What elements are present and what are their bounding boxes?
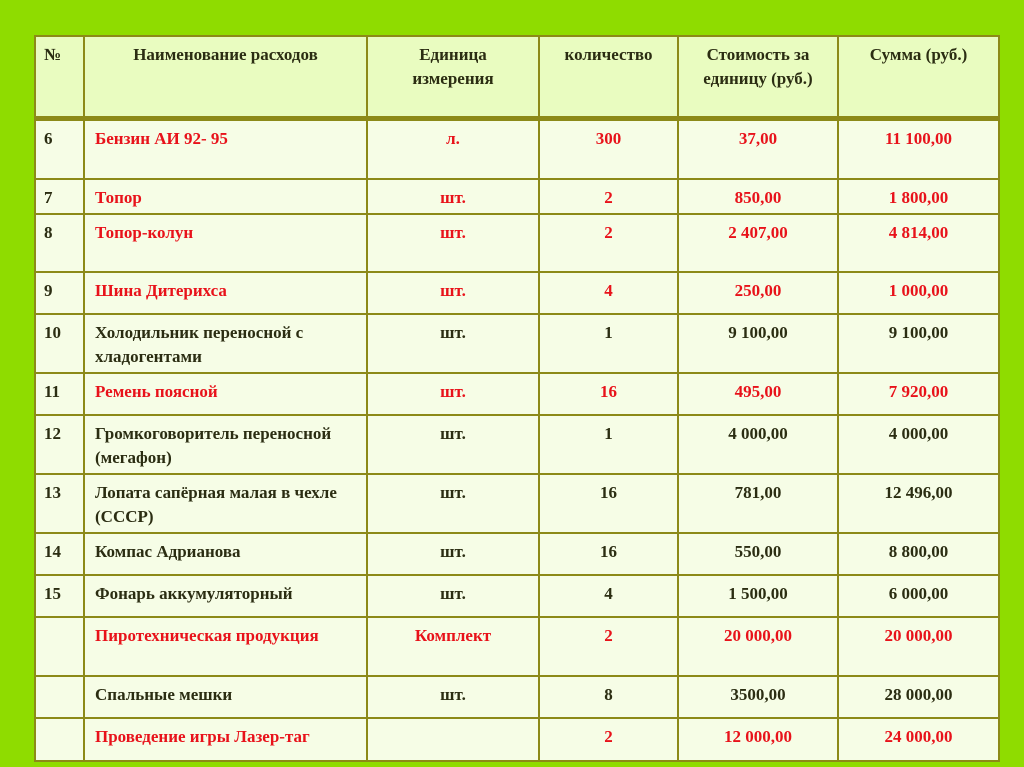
- row-number-cell: 10: [35, 314, 84, 373]
- expense-name-cell: Лопата сапёрная малая в чехле (СССР): [84, 474, 367, 533]
- header-name: Наименование расходов: [84, 36, 367, 118]
- sum-cell: 4 000,00: [838, 415, 999, 474]
- unit-price-cell: 250,00: [678, 272, 838, 314]
- quantity-cell: 1: [539, 415, 678, 474]
- table-row: [35, 575, 999, 617]
- expense-name-cell: Компас Адрианова: [84, 533, 367, 575]
- expense-name-cell: Ремень поясной: [84, 373, 367, 415]
- unit-cell: шт.: [367, 373, 539, 415]
- table-row: [35, 179, 999, 214]
- table-row: [35, 617, 999, 676]
- table-row: [35, 718, 999, 761]
- quantity-cell: 16: [539, 474, 678, 533]
- table-row: [35, 118, 999, 179]
- unit-cell: шт.: [367, 214, 539, 272]
- unit-price-cell: 12 000,00: [678, 718, 838, 761]
- unit-cell: шт.: [367, 179, 539, 214]
- unit-cell: л.: [367, 118, 539, 179]
- header-number: №: [35, 36, 84, 118]
- quantity-cell: 2: [539, 718, 678, 761]
- expense-name-cell: Шина Дитерихса: [84, 272, 367, 314]
- unit-price-cell: 1 500,00: [678, 575, 838, 617]
- unit-cell: шт.: [367, 676, 539, 718]
- row-number-cell: [35, 676, 84, 718]
- expense-name-cell: Топор-колун: [84, 214, 367, 272]
- expense-name-cell: Бензин АИ 92- 95: [84, 118, 367, 179]
- table-row: [35, 272, 999, 314]
- unit-price-cell: 495,00: [678, 373, 838, 415]
- sum-cell: 1 800,00: [838, 179, 999, 214]
- sum-cell: 11 100,00: [838, 118, 999, 179]
- sum-cell: 8 800,00: [838, 533, 999, 575]
- sum-cell: 28 000,00: [838, 676, 999, 718]
- unit-price-cell: 550,00: [678, 533, 838, 575]
- table-row: [35, 214, 999, 272]
- header-unit: Единица измерения: [367, 36, 539, 118]
- expense-name-cell: Громкоговоритель переносной (мегафон): [84, 415, 367, 474]
- quantity-cell: 16: [539, 533, 678, 575]
- expense-name-cell: Холодильник переносной с хладогентами: [84, 314, 367, 373]
- row-number-cell: 15: [35, 575, 84, 617]
- table-header-row: [35, 36, 999, 118]
- table-row: [35, 676, 999, 718]
- header-sum: Сумма (руб.): [838, 36, 999, 118]
- unit-price-cell: 37,00: [678, 118, 838, 179]
- unit-price-cell: 4 000,00: [678, 415, 838, 474]
- sum-cell: 24 000,00: [838, 718, 999, 761]
- header-quantity: количество: [539, 36, 678, 118]
- unit-price-cell: 20 000,00: [678, 617, 838, 676]
- unit-cell: Комплект: [367, 617, 539, 676]
- header-unit-price: Стоимость за единицу (руб.): [678, 36, 838, 118]
- expense-name-cell: Проведение игры Лазер-таг: [84, 718, 367, 761]
- row-number-cell: [35, 718, 84, 761]
- expense-name-cell: Пиротехническая продукция: [84, 617, 367, 676]
- sum-cell: 12 496,00: [838, 474, 999, 533]
- quantity-cell: 1: [539, 314, 678, 373]
- expenses-table: [34, 35, 1000, 762]
- unit-cell: шт.: [367, 314, 539, 373]
- quantity-cell: 8: [539, 676, 678, 718]
- unit-price-cell: 850,00: [678, 179, 838, 214]
- table-row: [35, 314, 999, 373]
- unit-cell: шт.: [367, 272, 539, 314]
- sum-cell: 4 814,00: [838, 214, 999, 272]
- sum-cell: 7 920,00: [838, 373, 999, 415]
- unit-cell: шт.: [367, 575, 539, 617]
- sum-cell: 6 000,00: [838, 575, 999, 617]
- unit-price-cell: 3500,00: [678, 676, 838, 718]
- quantity-cell: 16: [539, 373, 678, 415]
- row-number-cell: 14: [35, 533, 84, 575]
- table-row: [35, 373, 999, 415]
- row-number-cell: [35, 617, 84, 676]
- unit-cell: [367, 718, 539, 761]
- unit-price-cell: 2 407,00: [678, 214, 838, 272]
- row-number-cell: 12: [35, 415, 84, 474]
- quantity-cell: 4: [539, 272, 678, 314]
- row-number-cell: 9: [35, 272, 84, 314]
- quantity-cell: 2: [539, 214, 678, 272]
- expense-name-cell: Спальные мешки: [84, 676, 367, 718]
- sum-cell: 9 100,00: [838, 314, 999, 373]
- unit-cell: шт.: [367, 474, 539, 533]
- row-number-cell: 13: [35, 474, 84, 533]
- row-number-cell: 6: [35, 118, 84, 179]
- unit-price-cell: 9 100,00: [678, 314, 838, 373]
- sum-cell: 1 000,00: [838, 272, 999, 314]
- expense-name-cell: Топор: [84, 179, 367, 214]
- quantity-cell: 300: [539, 118, 678, 179]
- unit-cell: шт.: [367, 533, 539, 575]
- quantity-cell: 2: [539, 617, 678, 676]
- unit-cell: шт.: [367, 415, 539, 474]
- table-row: [35, 415, 999, 474]
- unit-price-cell: 781,00: [678, 474, 838, 533]
- sum-cell: 20 000,00: [838, 617, 999, 676]
- quantity-cell: 2: [539, 179, 678, 214]
- quantity-cell: 4: [539, 575, 678, 617]
- row-number-cell: 7: [35, 179, 84, 214]
- table-row: [35, 533, 999, 575]
- row-number-cell: 8: [35, 214, 84, 272]
- expense-name-cell: Фонарь аккумуляторный: [84, 575, 367, 617]
- row-number-cell: 11: [35, 373, 84, 415]
- table-row: [35, 474, 999, 533]
